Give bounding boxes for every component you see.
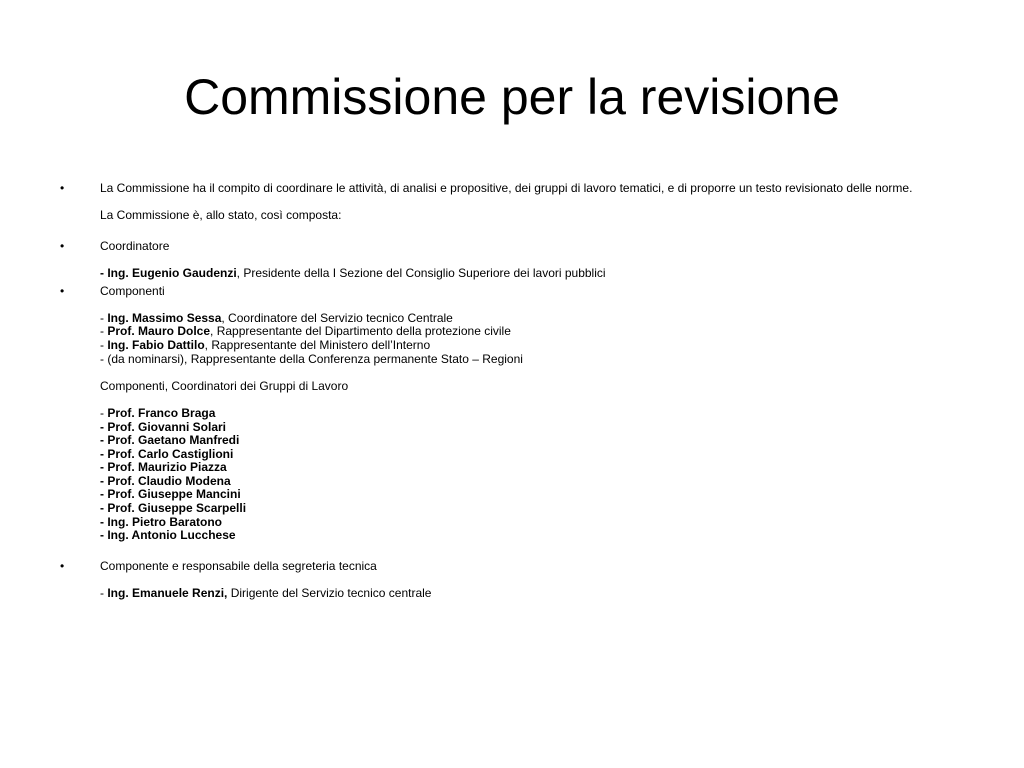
bullet-icon: • — [60, 558, 65, 573]
bullet-intro — [60, 182, 960, 223]
segreteria-name: Ing. Emanuele Renzi, — [107, 586, 228, 601]
member-name: Ing. Massimo Sessa — [107, 310, 222, 325]
coordinator-entry: - Prof. Claudio Modena — [100, 473, 231, 488]
coordinatore-name: - Ing. Eugenio Gaudenzi — [100, 265, 237, 280]
bullet-icon: • — [60, 181, 65, 195]
bullet-componenti — [60, 285, 960, 543]
bullet-coordinatore — [60, 240, 960, 281]
bullet-segreteria — [60, 560, 960, 601]
coordinatore-role: , Presidente della I Sezione del Consiglio Superiore dei lavori pubblici — [236, 265, 606, 280]
intro-text: La Commissione ha il compito di coordinare le attività, di analisi e propositive, dei gruppi di lavoro tematici, e di proporre un testo revisionato delle norme. — [100, 181, 913, 195]
member-name: Prof. Mauro Dolce — [107, 324, 211, 339]
coordinator-entry: - Ing. Pietro Baratono — [100, 514, 223, 529]
coordinator-entry: - Prof. Franco Braga — [100, 405, 216, 420]
member-role: , Coordinatore del Servizio tecnico Centrale — [221, 310, 453, 325]
member-entry: - Ing. Fabio Dattilo, Rappresentante del Ministero dell’Interno — [100, 337, 431, 352]
segreteria-entry: - Ing. Emanuele Renzi, Dirigente del Servizio tecnico centrale — [100, 586, 432, 601]
intro-composition: La Commissione è, allo stato, così composta: — [100, 208, 342, 223]
slide-content — [60, 182, 960, 601]
member-name: Ing. Fabio Dattilo — [107, 337, 205, 352]
coordinator-entry: - Prof. Giuseppe Scarpelli — [100, 501, 247, 516]
bullet-icon: • — [60, 238, 65, 253]
coordinator-entry: - Prof. Giovanni Solari — [100, 419, 227, 434]
segreteria-role: Dirigente del Servizio tecnico centrale — [227, 586, 432, 601]
componenti-label: Componenti — [100, 283, 165, 298]
slide-title: Commissione per la revisione — [184, 69, 840, 125]
member-entry: - Prof. Mauro Dolce, Rappresentante del Dipartimento della protezione civile — [100, 324, 511, 339]
coordinator-entry: - Prof. Carlo Castiglioni — [100, 446, 234, 461]
coordinatore-entry — [100, 267, 960, 281]
member-role: , Rappresentante del Ministero dell’Interno — [204, 337, 431, 352]
coordinator-entry: - Prof. Gaetano Manfredi — [100, 433, 240, 448]
coordinatore-label: Coordinatore — [100, 238, 170, 253]
member-role: (da nominarsi), Rappresentante della Conferenza permanente Stato – Regioni — [107, 351, 523, 366]
bullet-icon: • — [60, 283, 65, 298]
coordinator-entry: - Ing. Antonio Lucchese — [100, 528, 236, 543]
member-role: , Rappresentante del Dipartimento della protezione civile — [210, 324, 511, 339]
coordinator-entry: - Prof. Giuseppe Mancini — [100, 487, 241, 502]
group-coordinators-label: Componenti, Coordinatori dei Gruppi di Lavoro — [100, 378, 349, 393]
member-entry: - (da nominarsi), Rappresentante della Conferenza permanente Stato – Regioni — [100, 351, 523, 366]
segreteria-label: Componente e responsabile della segreteria tecnica — [100, 558, 377, 573]
coordinator-entry: - Prof. Maurizio Piazza — [100, 460, 227, 475]
member-entry: - Ing. Massimo Sessa, Coordinatore del Servizio tecnico Centrale — [100, 310, 453, 325]
